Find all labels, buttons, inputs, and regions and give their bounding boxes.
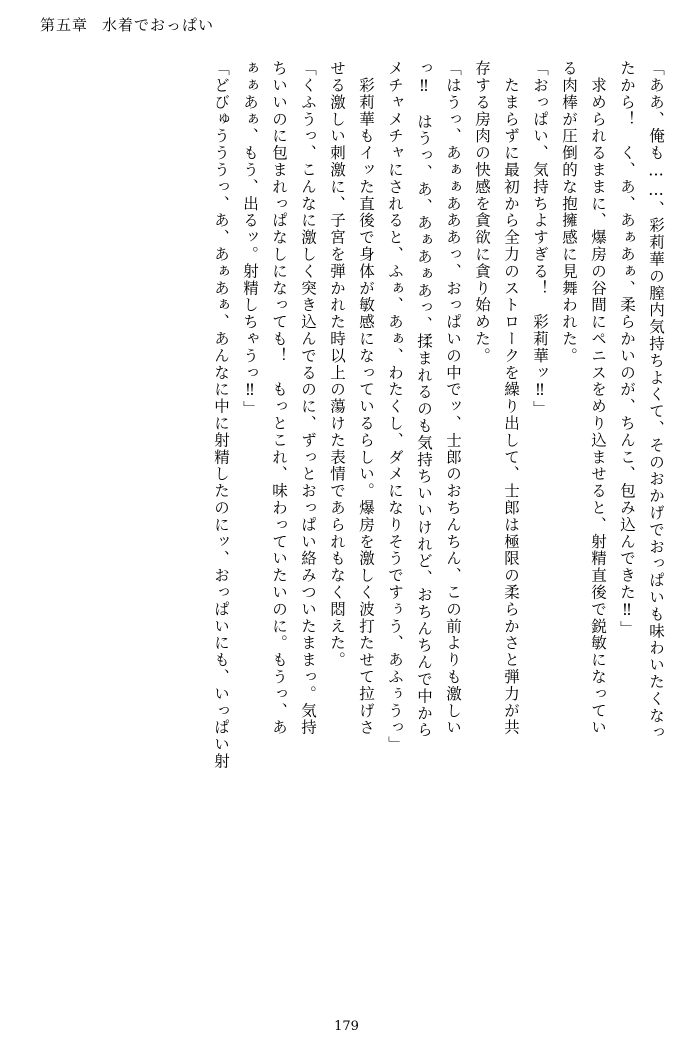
text-column: る肉棒が圧倒的な抱擁感に見舞われた。	[560, 60, 578, 365]
text-column: 彩莉華もイッた直後で身体が敏感になっているらしい。爆房を激しく波打たせて拉げさ	[357, 60, 375, 736]
text-column: 「はうっ、あぁぁあああっ、おっぱいの中でッ、士郎のおちんちん、この前よりも激しい	[444, 60, 462, 736]
text-column: たから！ く、あ、あぁあぁ、柔らかいのが、ちんこ、包み込んできた‼」	[618, 60, 636, 638]
text-column: っ‼ はうっ、あ、あぁあぁあっ、揉まれるのも気持ちいいけれど、おちんちんで中から	[415, 60, 433, 739]
text-column: 「おっぱい、気持ちよすぎる！ 彩莉華ッ‼」	[531, 60, 549, 418]
text-column: ぁぁあぁ、もう、出るッ。射精しちゃうっ‼」	[241, 60, 259, 418]
text-column: 「くふうっ、こんなに激しく突き込んでるのに、ずっとおっぱい絡みついたままっ。気持	[299, 60, 317, 736]
text-column: メチャメチャにされると、ふぁ、あぁ、わたくし、ダメになりそうですぅう、あふぅうっ」	[386, 60, 404, 753]
chapter-title: 水着でおっぱい	[102, 16, 215, 34]
text-column: 存する房肉の快感を貪欲に貪り始めた。	[473, 60, 491, 365]
text-column: 「どびゅうううっ、あ、あぁあぁ、あんなに中に射精したのにッ、おっぱいにも、いっぱい射	[212, 60, 230, 770]
running-head	[40, 14, 214, 35]
text-column: 「ああ、俺も……、彩莉華の膣内気持ちよくて、そのおかげでおっぱいも味わいたくなっ	[647, 60, 665, 741]
text-column: 求められるままに、爆房の谷間にペニスをめり込ませると、射精直後で鋭敏になってい	[589, 60, 607, 736]
text-column: せる激しい刺激に、子宮を弾かれた時以上の蕩けた表情であられもなく悶えた。	[328, 60, 346, 669]
chapter-number: 第五章	[40, 16, 89, 34]
page-body	[34, 60, 663, 1000]
text-column: たまらずに最初から全力のストロークを繰り出して、士郎は極限の柔らかさと弾力が共	[502, 60, 520, 736]
page-number: 179	[334, 1019, 359, 1034]
text-column: ちいいのに包まれっぱなしになっても！ もっとこれ、味わっていたいのに。もうっ、あ	[270, 60, 288, 736]
